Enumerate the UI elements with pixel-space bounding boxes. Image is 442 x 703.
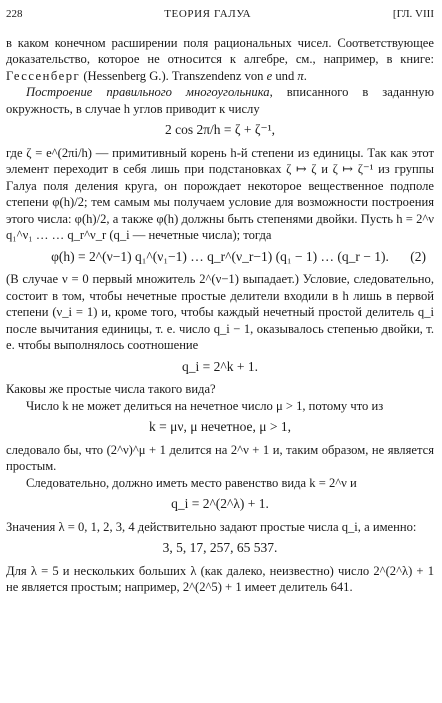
equation-5: q_i = 2^(2^λ) + 1. xyxy=(171,496,269,511)
paragraph-1: в каком конечном расширении поля рациональных чисел. Соответствующее доказательство, которое не относится к алгебре, см., например, в книге: Гессенберг (Hessenberg G.). Transzendenz von e und π. xyxy=(6,35,434,83)
author-name: Гессенберг xyxy=(6,68,81,83)
paragraph-9: Значения λ = 0, 1, 2, 3, 4 действительно задают простые числа q_i, а именно: xyxy=(6,519,417,534)
equation-2-body: φ(h) = 2^(ν−1) q₁^(ν₁−1) … q_r^(ν_r−1) (q₁ − 1) … (q_r − 1). xyxy=(51,248,389,264)
chapter-marker: [ГЛ. VIII xyxy=(392,8,434,20)
equation-4: k = μν, μ нечетное, μ > 1, xyxy=(149,419,291,434)
paragraph-10: Для λ = 5 и нескольких больших λ (как далеко, неизвестно) число 2^(2^λ) + 1 не является простым; например, 2^(2^5) + 1 имеет делитель 641. xyxy=(6,563,434,594)
paragraph-2: Построение правильного многоугольника, вписанного в заданную окружность, в случае h углов приводит к числу xyxy=(6,85,434,116)
paragraph-3: где ζ = e^(2πi/h) — примитивный корень h-й степени из единицы. Так как этот элемент переходит в себя лишь при подстановках ζ ↦ ζ и ζ ↦ ζ⁻¹ из группы Галуа поля деления круга, он порождает некоторое вещественное подполе степени φ(h)/2; тем самым мы получаем условие для возможности построения этого числа: φ(h)/2, а также φ(h) должны быть степенями двойки. Пусть h = 2^ν q₁^ν₁ … … q_r^ν_r (q_i — нечетные числа); тогда xyxy=(6,145,434,242)
paragraph-6: Число k не может делиться на нечетное число μ > 1, потому что из xyxy=(26,398,384,413)
paragraph-4: (В случае ν = 0 первый множитель 2^(ν−1) выпадает.) Условие, следовательно, состоит в том, чтобы нечетные простые делители входили в h лишь в первой степени (ν_i = 1) и, кроме того, чтобы каждый нечетный простой делитель q_i после вычитания единицы, т. е. число q_i − 1, оказывалось степенью двойки, т. е. чтобы выполнялось соотношение xyxy=(6,272,434,352)
equation-number: (2) xyxy=(410,248,426,264)
running-title: ТЕОРИЯ ГАЛУА xyxy=(164,8,252,20)
equation-3: q_i = 2^k + 1. xyxy=(182,358,258,374)
equation-1: 2 cos 2π/h = ζ + ζ⁻¹, xyxy=(164,122,276,137)
equation-6: 3, 5, 17, 257, 65 537. xyxy=(162,540,278,555)
paragraph-8: Следовательно, должно иметь место равенство вида k = 2^ν и xyxy=(26,475,357,490)
equation-2 xyxy=(6,249,434,266)
paragraph-7: следовало бы, что (2^ν)^μ + 1 делится на 2^ν + 1 и, таким образом, не является простым. xyxy=(6,442,434,473)
running-header xyxy=(6,6,434,23)
section-heading: Построение правильного многоугольника xyxy=(26,85,270,99)
paragraph-5: Каковы же простые числа такого вида? xyxy=(6,382,216,396)
page-number: 228 xyxy=(6,8,23,20)
